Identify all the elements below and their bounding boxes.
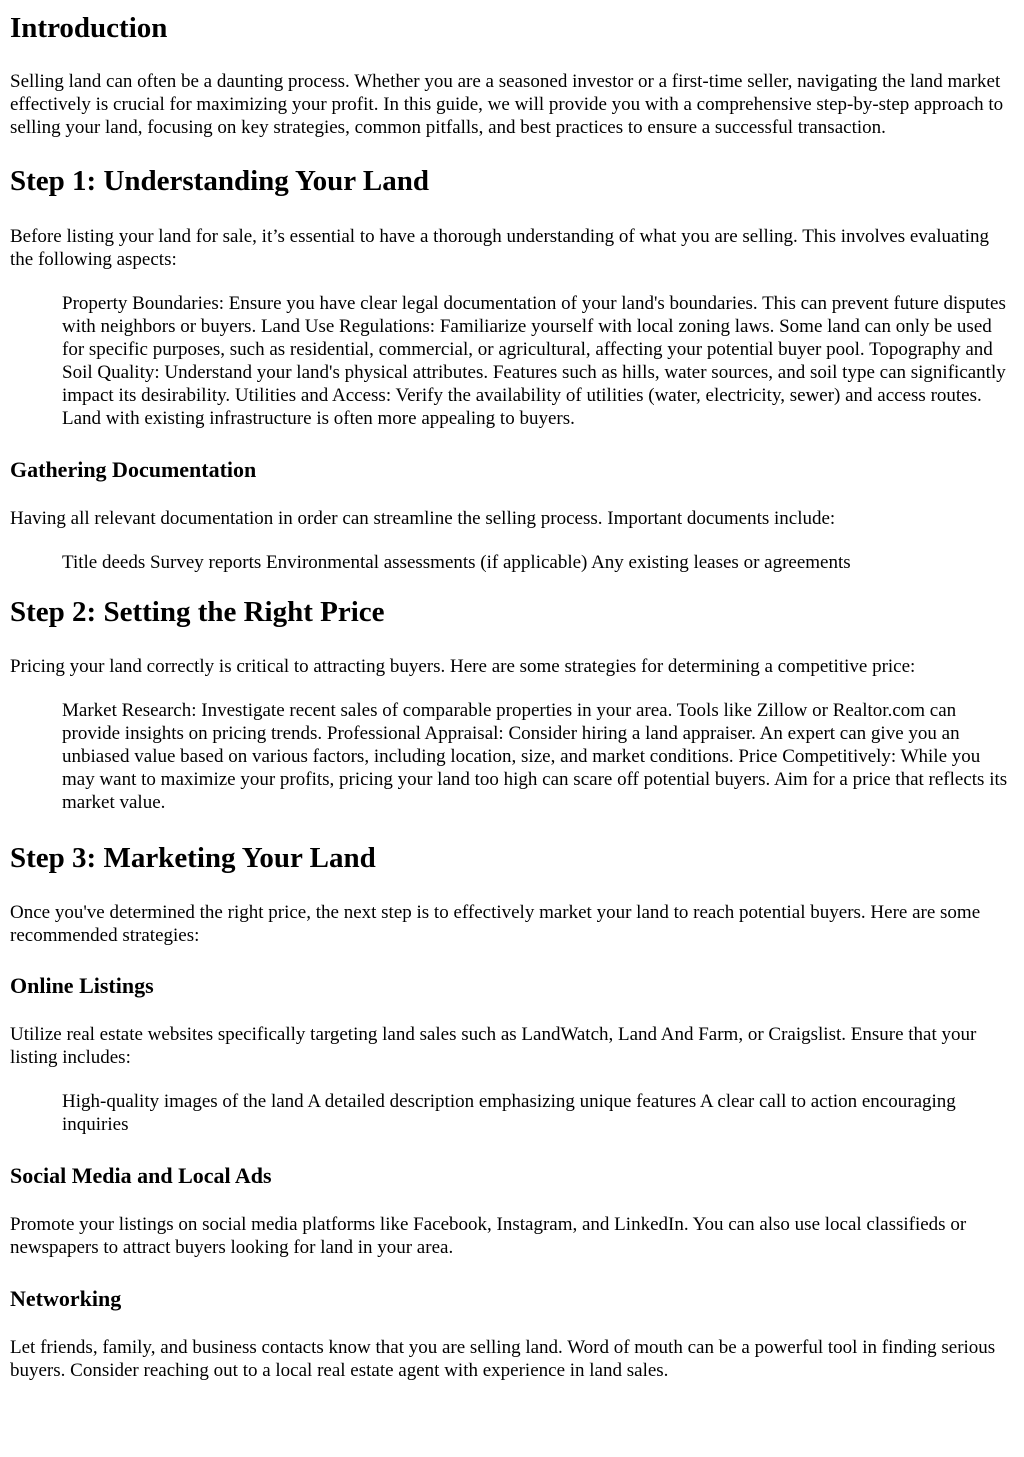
step3-paragraph: Once you've determined the right price, the next step is to effectively market your land to reach potential buyers. Here are some recommended strategies: — [10, 902, 981, 946]
step2-paragraph: Pricing your land correctly is critical to attracting buyers. Here are some strategies for determining a competitive price: — [10, 656, 916, 677]
documentation-paragraph: Having all relevant documentation in order can streamline the selling process. Important documents include: — [10, 508, 836, 529]
step1-heading: Step 1: Understanding Your Land — [10, 165, 429, 197]
step2-heading: Step 2: Setting the Right Price — [10, 596, 385, 628]
pricing-strategies-list: Market Research: Investigate recent sales of comparable properties in your area. Tools like Zillow or Realtor.com can provide insights on pricing trends. Professional Appraisal: Consider hiring a land appraiser. An expert can give you an unbiased value based on various factors, including location, size, and market conditions. Price Competitively: While you may want to maximize your profits, pricing your land too high can scare off potential buyers. Aim for a price that reflects its market value. — [62, 700, 1008, 813]
step1-aspects-list: Property Boundaries: Ensure you have clear legal documentation of your land's boundaries. This can prevent future disputes with neighbors or buyers. Land Use Regulations: Familiarize yourself with local zoning laws. Some land can only be used for specific purposes, such as residential, commercial, or agricultural, affecting your potential buyer pool. Topography and Soil Quality: Understand your land's physical attributes. Features such as hills, water sources, and soil type can significantly impact its desirability. Utilities and Access: Verify the availability of utilities (water, electricity, sewer) and access routes. Land with existing infrastructure is often more appealing to buyers. — [62, 293, 1006, 429]
step1-paragraph: Before listing your land for sale, it’s essential to have a thorough understanding of what you are selling. This involves evaluating the following aspects: — [10, 226, 989, 270]
social-media-paragraph: Promote your listings on social media platforms like Facebook, Instagram, and LinkedIn. You can also use local classifieds or newspapers to attract buyers looking for land in your area. — [10, 1214, 967, 1258]
intro-heading: Introduction — [10, 12, 168, 44]
social-media-heading: Social Media and Local Ads — [10, 1163, 272, 1188]
networking-paragraph: Let friends, family, and business contacts know that you are selling land. Word of mouth can be a powerful tool in finding serious buyers. Consider reaching out to a local real estate agent with experience in land sales. — [10, 1337, 996, 1381]
step3-heading: Step 3: Marketing Your Land — [10, 842, 376, 874]
article — [0, 11, 1024, 1382]
online-listings-heading: Online Listings — [10, 973, 154, 998]
online-listings-paragraph: Utilize real estate websites specifically targeting land sales such as LandWatch, Land And Farm, or Craigslist. Ensure that your listing includes: — [10, 1024, 977, 1068]
intro-paragraph: Selling land can often be a daunting process. Whether you are a seasoned investor or a first-time seller, navigating the land market effectively is crucial for maximizing your profit. In this guide, we will provide you with a comprehensive step-by-step approach to selling your land, focusing on key strategies, common pitfalls, and best practices to ensure a successful transaction. — [10, 71, 1004, 138]
networking-heading: Networking — [10, 1286, 122, 1311]
listing-includes-list: High-quality images of the land A detailed description emphasizing unique features A clear call to action encouraging inquiries — [62, 1091, 956, 1135]
documentation-heading: Gathering Documentation — [10, 457, 257, 482]
documents-list: Title deeds Survey reports Environmental assessments (if applicable) Any existing leases or agreements — [62, 552, 851, 573]
